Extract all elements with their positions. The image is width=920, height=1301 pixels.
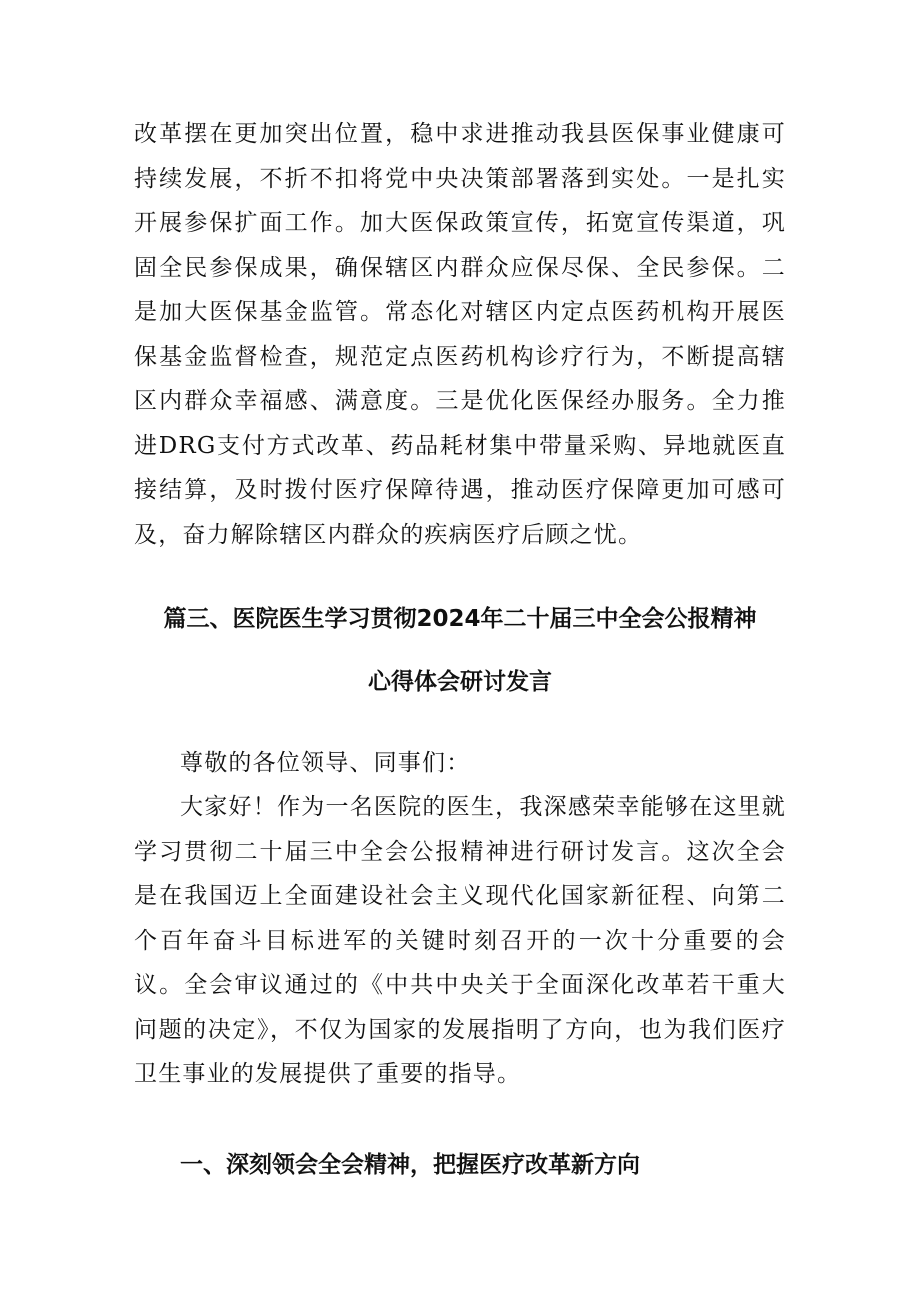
continued-paragraph: 改革摆在更加突出位置，稳中求进推动我县医保事业健康可持续发展，不折不扣将党中央决策部署落到实处。一是扎实开展参保扩面工作。加大医保政策宣传，拓宽宣传渠道，巩固全民参保成果，确保辖区内群众应保尽保、全民参保。二是加大医保基金监管。常态化对辖区内定点医药机构开展医保基金监督检查，规范定点医药机构诊疗行为，不断提高辖区内群众幸福感、满意度。三是优化医保经办服务。全力推进DRG支付方式改革、药品耗材集中带量采购、异地就医直接结算，及时拨付医疗保障待遇，推动医疗保障更加可感可及，奋力解除辖区内群众的疾病医疗后顾之忧。 xyxy=(134,121,786,548)
salutation: 尊敬的各位领导、同事们： xyxy=(180,750,471,776)
intro-paragraph: 大家好！作为一名医院的医生，我深感荣幸能够在这里就学习贯彻二十届三中全会公报精神进行研讨发言。这次全会是在我国迈上全面建设社会主义现代化国家新征程、向第二个百年奋斗目标进军的关键时刻召开的一次十分重要的会议。全会审议通过的《中共中央关于全面深化改革若干重大问题的决定》，不仅为国家的发展指明了方向，也为我们医疗卫生事业的发展提供了重要的指导。 xyxy=(134,794,786,1087)
article-title-line-1: 篇三、医院医生学习贯彻2024年二十届三中全会公报精神 xyxy=(163,606,757,632)
article-title-line-2: 心得体会研讨发言 xyxy=(368,669,552,695)
section-heading: 一、深刻领会全会精神，把握医疗改革新方向 xyxy=(180,1152,640,1178)
